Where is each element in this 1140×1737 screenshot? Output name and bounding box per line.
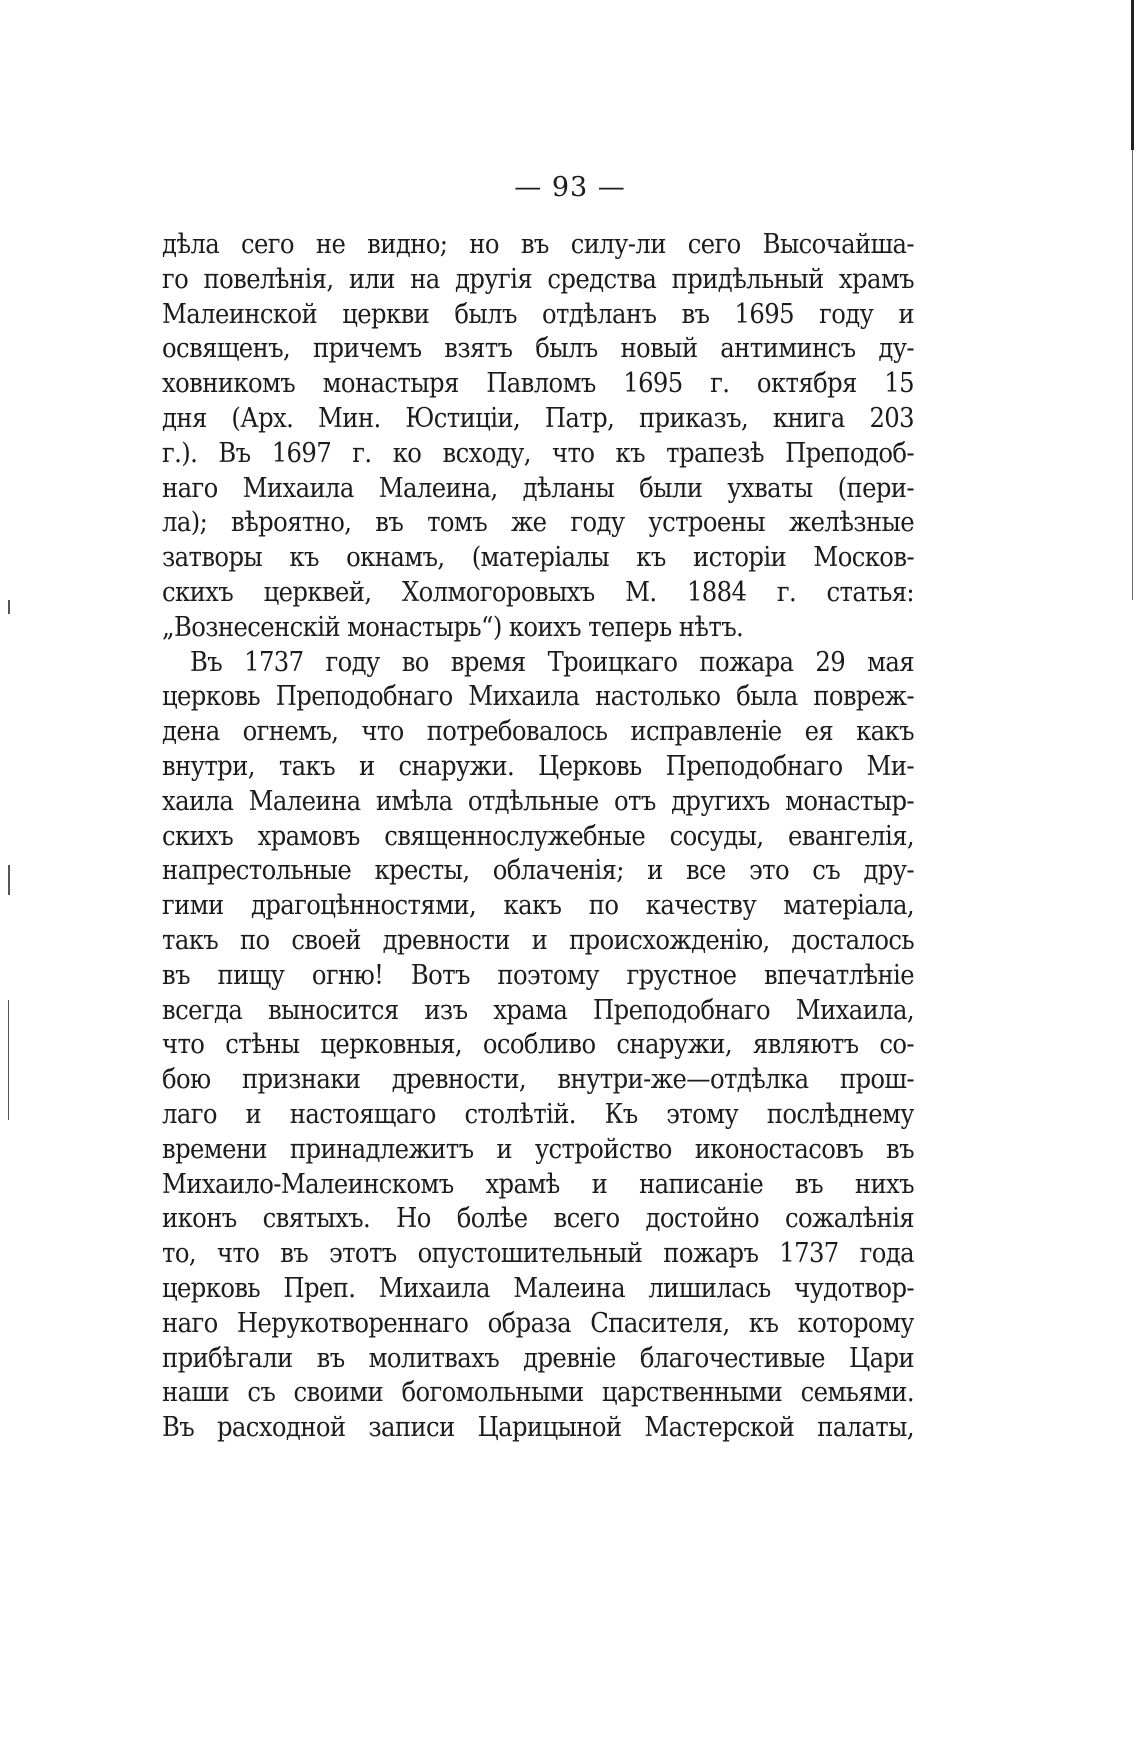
text-line: времени принадлежитъ и устройство иконостасовъ въ xyxy=(162,1133,914,1165)
page-number: — 93 — xyxy=(514,172,626,203)
text-line: такъ по своей древности и происхожденію, досталось xyxy=(162,924,914,956)
right-margin-line xyxy=(1132,150,1133,600)
text-line: дена огнемъ, что потребовалось исправленіе ея какъ xyxy=(162,716,914,748)
text-line: церковь Преподобнаго Михаила настолько была повреж- xyxy=(162,681,914,713)
text-line: Въ расходной записи Царицыной Мастерской палаты, xyxy=(162,1412,914,1444)
paragraph-2 xyxy=(162,646,914,1446)
text-line: затворы къ окнамъ, (матеріалы къ исторіи Москов- xyxy=(162,542,914,574)
left-margin-mark xyxy=(8,1000,9,1120)
text-line: Михаило-Малеинскомъ храмѣ и написаніе въ нихъ xyxy=(162,1168,914,1200)
right-margin-bar xyxy=(1131,0,1134,150)
left-margin-mark xyxy=(8,600,10,614)
text-line: всегда выносится изъ храма Преподобнаго Михаила, xyxy=(162,994,914,1026)
text-line: наго Нерукотвореннаго образа Спасителя, къ которому xyxy=(162,1307,914,1339)
text-line: наши съ своими богомольными царственными семьями. xyxy=(162,1377,914,1409)
text-line: го повелѣнія, или на другія средства придѣльный храмъ xyxy=(162,263,914,295)
text-line: напрестольные кресты, облаченія; и все это съ дру- xyxy=(162,855,914,887)
paragraph-1 xyxy=(162,228,914,646)
text-line: прибѣгали въ молитвахъ древніе благочестивые Цари xyxy=(162,1342,914,1374)
text-line: г.). Въ 1697 г. ко всходу, что къ трапезѣ Преподоб- xyxy=(162,437,914,469)
left-margin-mark xyxy=(8,865,10,895)
text-line: иконъ святыхъ. Но болѣе всего достойно сожалѣнія xyxy=(162,1203,914,1235)
body-text xyxy=(162,228,914,1446)
text-line: то, что въ этотъ опустошительный пожаръ 1737 года xyxy=(162,1238,914,1270)
text-line: въ пищу огню! Вотъ поэтому грустное впечатлѣніе xyxy=(162,959,914,991)
text-line: ла); вѣроятно, въ томъ же году устроены желѣзные xyxy=(162,507,914,539)
text-line: наго Михаила Малеина, дѣланы были ухваты (пери- xyxy=(162,472,914,504)
text-line: Въ 1737 году во время Троицкаго пожара 29 мая xyxy=(190,646,914,678)
text-line: дня (Арх. Мин. Юстиціи, Патр, приказъ, книга 203 xyxy=(162,402,914,434)
text-line: хаила Малеина имѣла отдѣльные отъ другихъ монастыр- xyxy=(162,785,914,817)
text-line: гими драгоцѣнностями, какъ по качеству матеріала, xyxy=(162,890,914,922)
text-line: „Вознесенскій монастырь“) коихъ теперь нѣтъ. xyxy=(162,611,744,643)
text-line: скихъ церквей, Холмогоровыхъ М. 1884 г. статья: xyxy=(162,576,914,608)
text-line: ховникомъ монастыря Павломъ 1695 г. октября 15 xyxy=(162,368,914,400)
text-line: освященъ, причемъ взятъ былъ новый антиминсъ ду- xyxy=(162,333,914,365)
text-line: лаго и настоящаго столѣтій. Къ этому послѣднему xyxy=(162,1098,914,1130)
text-line: скихъ храмовъ священнослужебные сосуды, евангелія, xyxy=(162,820,914,852)
text-line: церковь Преп. Михаила Малеина лишилась чудотвор- xyxy=(162,1272,914,1304)
text-line: внутри, такъ и снаружи. Церковь Преподобнаго Ми- xyxy=(162,750,914,782)
text-line: дѣла сего не видно; но въ силу-ли сего Высочайша- xyxy=(162,229,914,260)
text-line: Малеинской церкви былъ отдѣланъ въ 1695 году и xyxy=(162,298,914,330)
text-line: бою признаки древности, внутри-же—отдѣлка прош- xyxy=(162,1064,914,1096)
text-line: что стѣны церковныя, особливо снаружи, являютъ со- xyxy=(162,1029,914,1061)
